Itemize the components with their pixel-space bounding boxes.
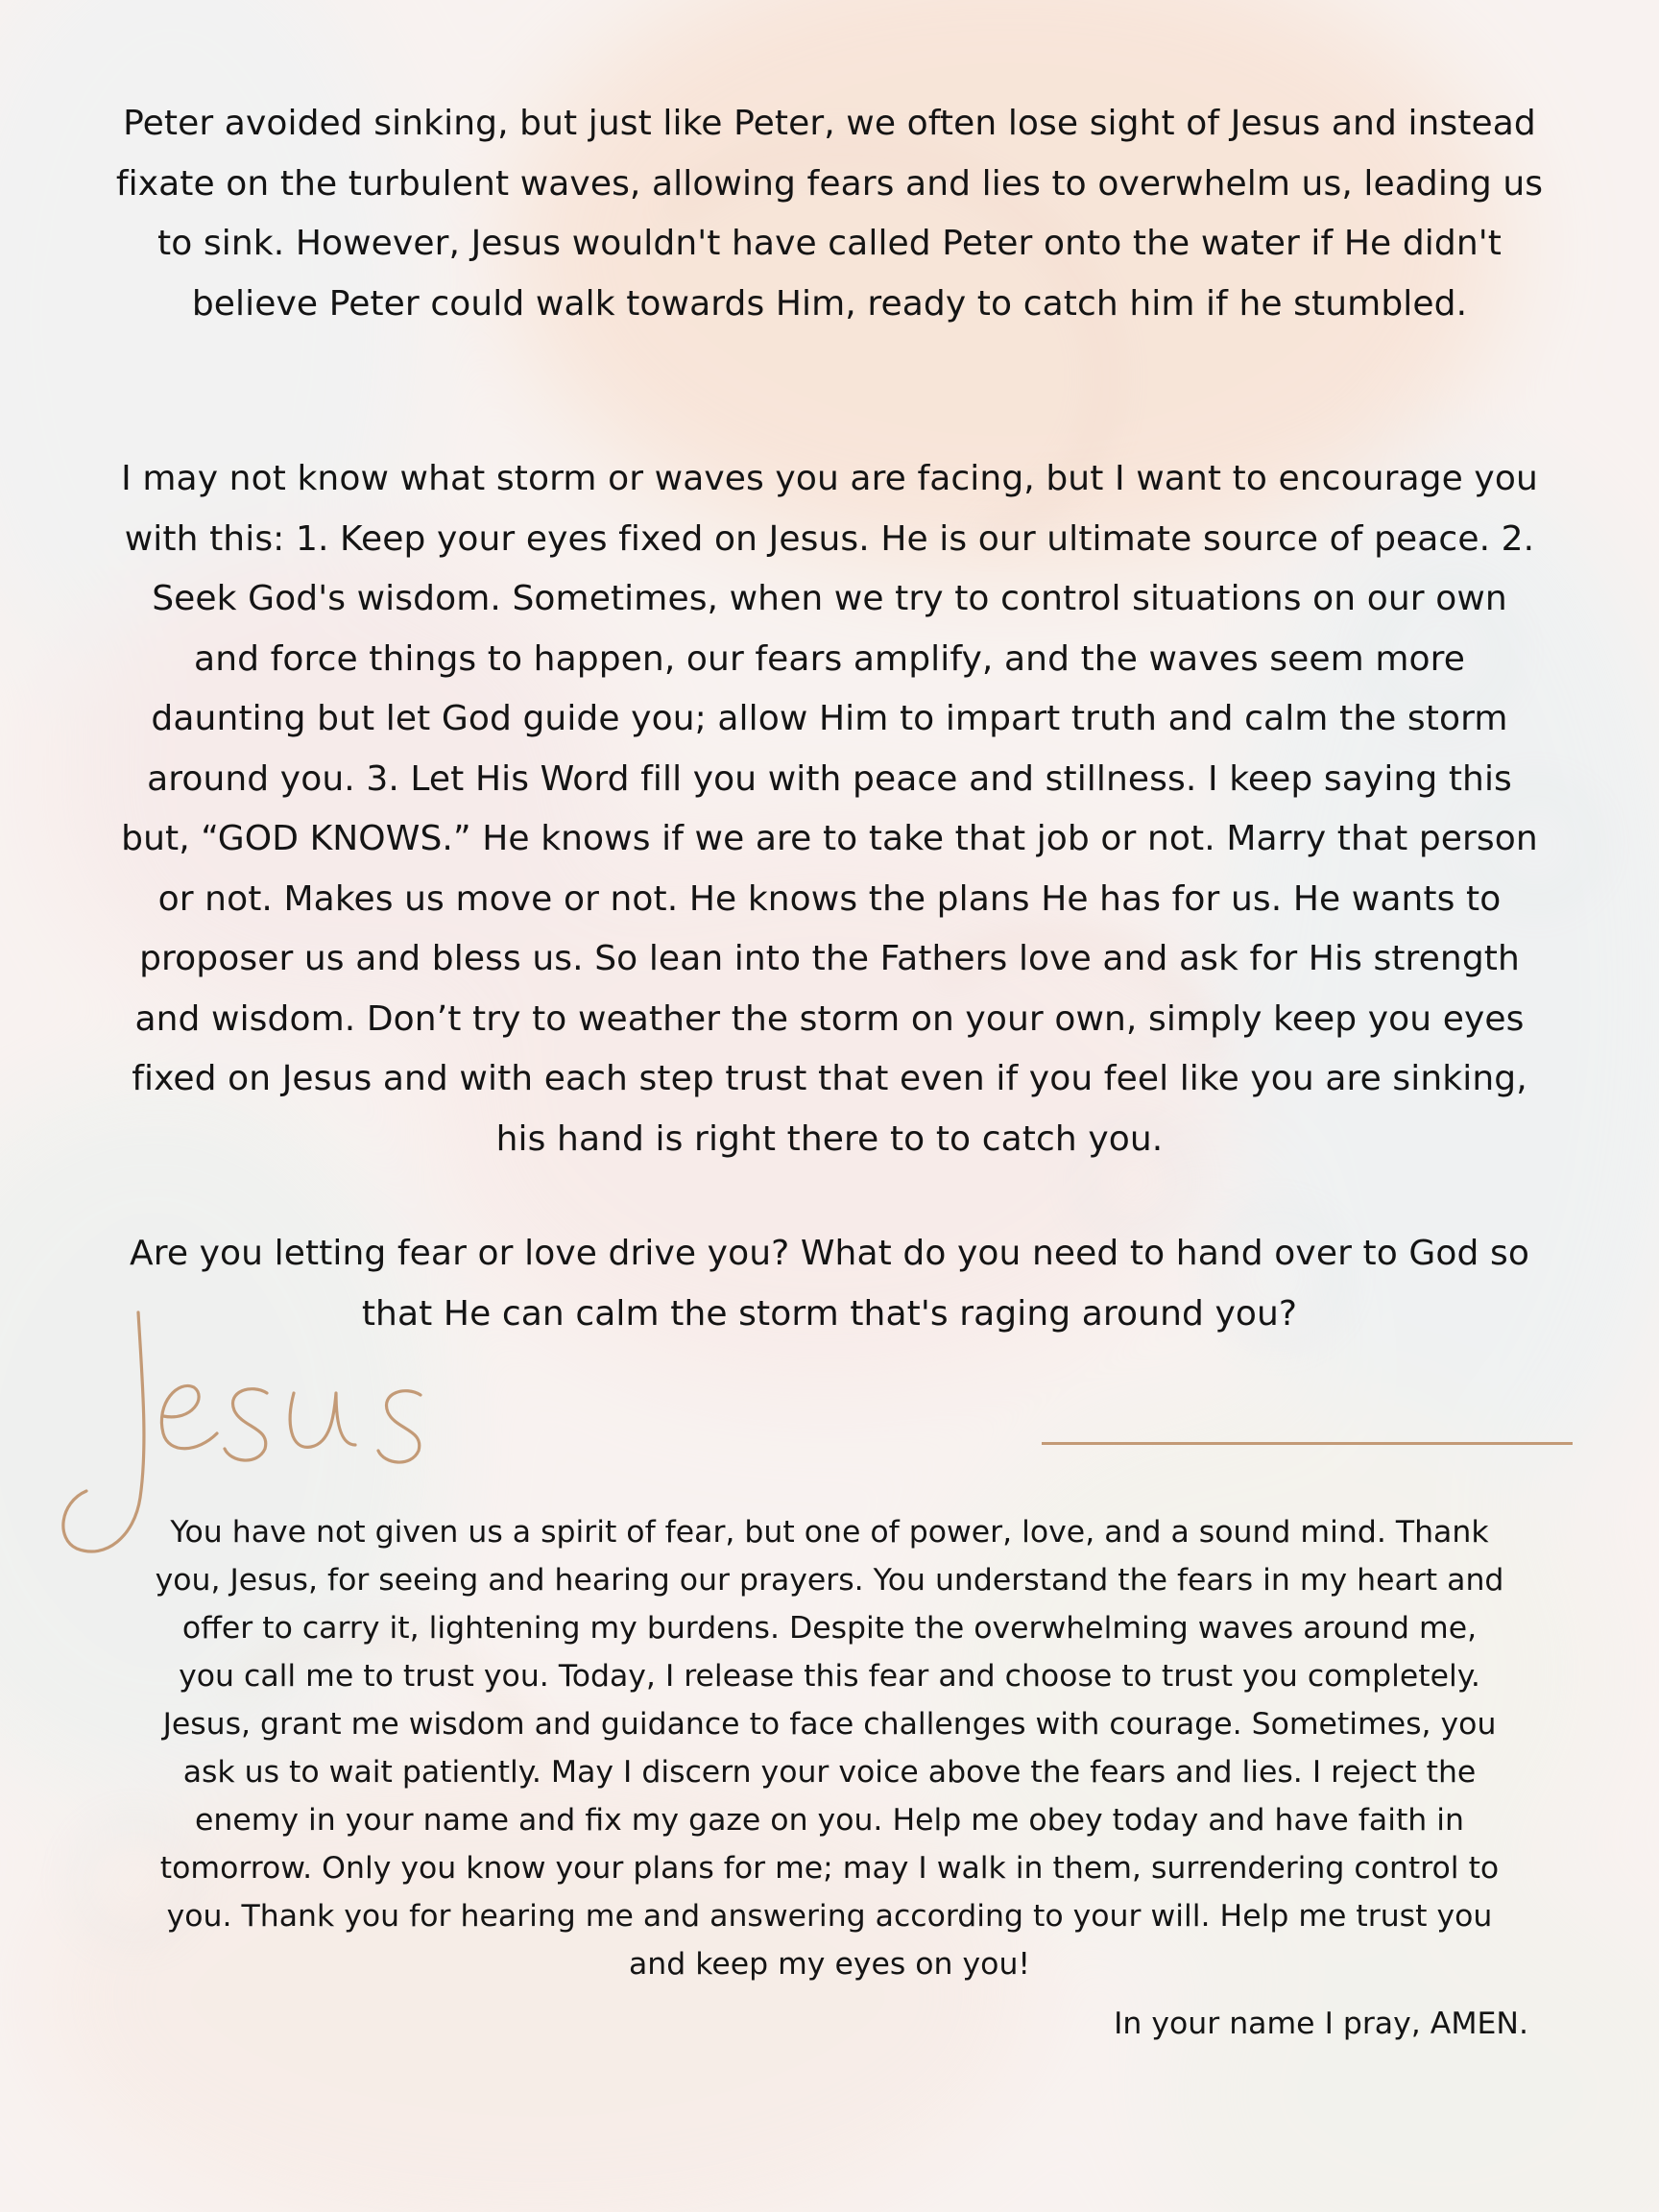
prayer-text: You have not given us a spirit of fear, but one of power, love, and a sound mind. Thank you, Jesus, for seeing and hearing our prayers. You understand the fears in my heart and offer to carry it, lightening my burdens. Despite the overwhelming waves around me, you call me to trust you. Today, I release this fear and choose to trust you completely. Jesus, grant me wisdom and guidance to face challenges with courage. Sometimes, you ask us to wait patiently. May I discern your voice above the fears and lies. I reject the enemy in your name and fix my gaze on you. Help me obey today and have faith in tomorrow. Only you know your plans for me; may I walk in them, surrendering control to you. Thank you for hearing me and answering according to your will. Help me trust you and keep my eyes on you! <box>155 1515 1504 1982</box>
reflection-paragraph-2: I may not know what storm or waves you are facing, but I want to encourage you with this: 1. Keep your eyes fixed on Jesus. He is our ultimate source of peace. 2. Seek God's wisdom. Sometimes, when we try to control situations on our own and force things to happen, our fears amplify, and the waves seem more daunting but let God guide you; allow Him to impart truth and calm the storm around you. 3. Let His Word fill you with peace and stillness. I keep saying this but, “GOD KNOWS.” He knows if we are to take that job or not. Marry that person or not. Makes us move or not. He knows the plans He has for us. He wants to proposer us and bless us. So lean into the Fathers love and ask for His strength and wisdom. Don’t try to weather the storm on your own, simply keep you eyes fixed on Jesus and with each step trust that even if you feel like you are sinking, his hand is right there to to catch you. <box>121 459 1538 1159</box>
prayer-closing: In your name I pray, AMEN. <box>1114 2007 1528 2041</box>
reflection-questions: Are you letting fear or love drive you? What do you need to hand over to God so that He can calm the storm that's raging around you? <box>129 1234 1529 1334</box>
decorative-divider <box>1042 1442 1573 1445</box>
reflection-paragraph-1: Peter avoided sinking, but just like Peter, we often lose sight of Jesus and instead fixate on the turbulent waves, allowing fears and lies to overwhelm us, leading us to sink. However, Jesus wouldn't have called Peter onto the water if He didn't believe Peter could walk towards Him, ready to catch him if he stumbled. <box>115 104 1544 324</box>
